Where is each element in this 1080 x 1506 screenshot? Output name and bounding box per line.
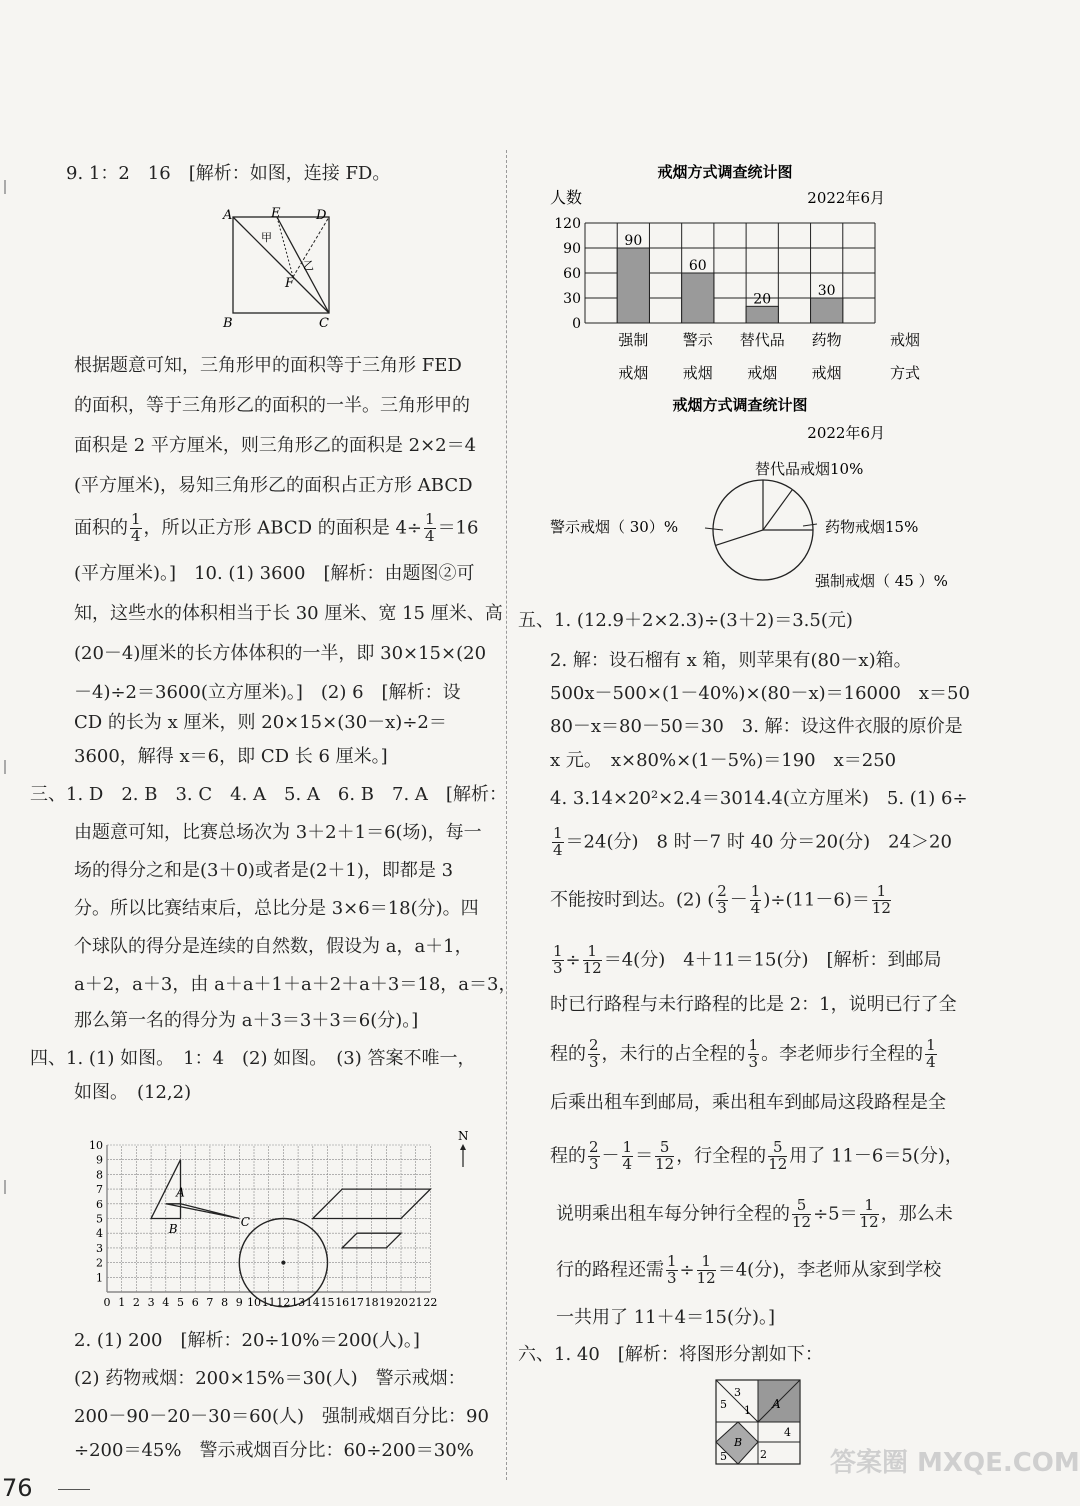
text-line-with-fraction: 行的路程还需 $\frac{1}{3}$ ÷ $\frac{1}{12}$ ＝4(分)，李老师从家到学校 [556, 1252, 942, 1287]
text-line: 那么第一名的得分为 a＋3＝3＋3＝6(分)。] [74, 1010, 419, 1031]
grid-x-tick: 12 [276, 1296, 291, 1309]
grid-y-tick: 10 [89, 1139, 103, 1152]
text-line: (2) 药物戒烟：200×15%＝30(人) 警示戒烟： [74, 1368, 466, 1389]
label-jia: 甲 [261, 231, 272, 244]
pie-slice-boundary [715, 530, 763, 545]
margin-mark [4, 1180, 12, 1194]
text-line: 500x－500×(1－40%)×(80－x)＝16000 x＝50 [550, 683, 970, 704]
label-d: D [316, 208, 327, 223]
bar-category-label: 戒烟 [618, 364, 649, 382]
text-line: 时已行路程与未行路程的比是 2：1，说明已行了全 [550, 994, 957, 1015]
q10-line: (平方厘米)。] 10. (1) 3600 [解析：由题图②可 [74, 563, 475, 584]
text-line: a＋2，a＋3，由 a＋a＋1＋a＋2＋a＋3＝18，a＝3， [74, 974, 517, 995]
bar-chart-y-ticks [554, 216, 581, 332]
bar-category-label: 强制 [618, 331, 649, 349]
grid-x-tick: 13 [291, 1296, 306, 1309]
square-figure [215, 203, 340, 331]
label-yi: 乙 [303, 259, 314, 272]
column-divider [506, 150, 507, 1480]
bar [682, 273, 714, 323]
text-line: －4)÷2＝3600(立方厘米)。] (2) 6 [解析：设 [74, 682, 461, 703]
watermark: 答案圈 MXQE.COM [830, 1448, 1080, 1478]
pie-label-forced: 强制戒烟（ 45 ）% [815, 572, 948, 590]
label-b: B [223, 316, 233, 331]
bar-chart-title: 戒烟方式调查统计图 [657, 163, 793, 181]
split-figure [714, 1378, 802, 1468]
text-line: 2. 解：设石榴有 x 箱，则苹果有(80－x)箱。 [550, 650, 912, 671]
fig-label: 4 [784, 1426, 791, 1439]
bar-value-label: 20 [753, 291, 772, 308]
fig-label: 5 [720, 1398, 727, 1411]
text-line: 面积是 2 平方厘米，则三角形乙的面积是 2×2＝4 [74, 435, 477, 456]
grid-x-tick: 9 [235, 1296, 243, 1309]
margin-mark [4, 180, 12, 194]
text-line: CD 的长为 x 厘米，则 20×15×(30－x)÷2＝ [74, 712, 447, 733]
q9-line: 9. 1：2 16 [解析：如图，连接 FD。 [66, 163, 391, 184]
pie-chart-title: 戒烟方式调查统计图 [672, 396, 808, 414]
bar-chart [515, 155, 985, 395]
text-line: 个球队的得分是连续的自然数，假设为 a，a＋1， [74, 936, 473, 957]
grid-label-c: C [240, 1214, 250, 1229]
grid-x-tick: 17 [349, 1296, 364, 1309]
grid-x-tick: 15 [320, 1296, 335, 1309]
pie-leader-medicine [803, 524, 817, 526]
grid-x-tick: 18 [364, 1296, 379, 1309]
bar [746, 306, 778, 323]
text-line: (20－4)厘米的长方体体积的一半，即 30×15×(20 [74, 643, 487, 664]
grid-x-tick: 3 [147, 1296, 155, 1309]
text-line-with-fraction: $\frac{1}{4}$ ＝24(分) 8 时－7 时 40 分＝20(分) 24＞20 [553, 824, 952, 859]
section-5-line: 五、1. (12.9＋2×2.3)÷(3＋2)＝3.5(元) [518, 610, 853, 631]
label-a: A [223, 208, 233, 223]
grid-x-tick: 2 [132, 1296, 140, 1309]
text-line: 80－x＝80－50＝30 3. 解：设这件衣服的原价是 [550, 716, 963, 737]
section-6-line: 六、1. 40 [解析：将图形分割如下： [518, 1344, 823, 1365]
grid-label-b: B [168, 1222, 178, 1237]
text-line-with-fraction: 程的 $\frac{2}{3}$ ，未行的占全程的 $\frac{1}{3}$ 。李老师步行全程的 $\frac{1}{4}$ [550, 1036, 936, 1071]
section-3-line: 三、1. D 2. B 3. C 4. A 5. A 6. B 7. A [解析： [30, 784, 507, 805]
grid-x-tick: 16 [335, 1296, 350, 1309]
text-line-with-fraction: 不能按时到达。(2) ( $\frac{2}{3}$ － $\frac{1}{4}$ )÷(11－6)＝ $\frac{1}{12}$ [550, 882, 891, 917]
bar-category-label: 替代品 [739, 331, 785, 349]
bar-chart-bars [617, 233, 843, 323]
margin-mark [4, 760, 12, 774]
text-line: 4. 3.14×20²×2.4＝3014.4(立方厘米) 5. (1) 6÷ [550, 788, 968, 809]
label-e: E [271, 206, 281, 221]
bar-chart-date: 2022年6月 [807, 189, 885, 207]
bar [811, 298, 843, 323]
north-arrowhead-icon [460, 1144, 466, 1150]
pie-chart-slices [713, 480, 813, 580]
grid-y-tick: 9 [96, 1153, 103, 1167]
pie-leader-warning [705, 528, 723, 530]
text-line: 知，这些水的体积相当于长 30 厘米、宽 15 厘米、高 [74, 603, 503, 624]
page-number: 76 [2, 1474, 33, 1502]
grid-x-tick: 5 [177, 1296, 184, 1309]
pie-chart-date: 2022年6月 [807, 424, 885, 442]
fig-label: B [734, 1436, 743, 1449]
bar-category-label: 戒烟 [811, 364, 842, 382]
bar-category-label: 警示 [682, 331, 713, 349]
bar-chart-x-labels [618, 331, 920, 382]
line-ef [277, 217, 293, 277]
grid-x-tick: 14 [305, 1296, 320, 1309]
grid-y-tick: 1 [96, 1271, 103, 1285]
grid-y-tick: 7 [96, 1183, 103, 1197]
text-line-with-fraction: 面积的 $\frac{1}{4}$ ，所以正方形 ABCD 的面积是 4÷ $\frac{1}{4}$ ＝16 [74, 510, 479, 545]
triangle-rotated [166, 1204, 240, 1219]
pie-label-substitute: 替代品戒烟10% [755, 460, 864, 478]
label-c: C [319, 316, 329, 331]
grid-y-tick: 2 [96, 1256, 103, 1270]
grid-x-tick: 8 [221, 1296, 229, 1309]
text-line: (平方厘米)，易知三角形乙的面积占正方形 ABCD [74, 475, 473, 496]
north-label: N [458, 1129, 469, 1143]
label-f: F [285, 276, 295, 291]
bar-category-label: 戒烟 [747, 364, 778, 382]
fig-label: 1 [744, 1404, 751, 1417]
bar-category-label: 药物 [811, 331, 842, 349]
bar-y-tick: 30 [563, 291, 581, 307]
bar-value-label: 60 [688, 258, 707, 274]
grid-x-tick: 20 [394, 1296, 408, 1309]
grid-label-a: A [176, 1185, 185, 1200]
grid-x-tick: 19 [379, 1296, 394, 1309]
grid-x-tick: 1 [118, 1296, 126, 1309]
bar-value-label: 90 [624, 233, 643, 249]
text-line: 200－90－20－30＝60(人) 强制戒烟百分比：90 [74, 1406, 489, 1427]
text-line-with-fraction: $\frac{1}{3}$ ÷ $\frac{1}{12}$ ＝4(分) 4＋11＝15(分) [解析：到邮局 [553, 942, 942, 977]
bar-axis-label: 戒烟 [889, 331, 921, 349]
bar-category-label: 戒烟 [682, 364, 713, 382]
fig-label: 5 [720, 1450, 727, 1463]
coordinate-grid-figure [85, 1122, 485, 1312]
text-line: 的面积，等于三角形乙的面积的一半。三角形甲的 [74, 395, 470, 416]
grid-y-tick: 8 [96, 1168, 103, 1182]
text-line: 由题意可知，比赛总场次为 3＋2＋1＝6(场)，每一 [74, 822, 482, 843]
text-line: 如图。 (12,2) [74, 1082, 192, 1103]
text-line: x 元。 x×80%×(1－5%)＝190 x＝250 [550, 750, 897, 771]
text-line: 根据题意可知，三角形甲的面积等于三角形 FED [74, 355, 462, 376]
bar-y-tick: 60 [563, 266, 581, 282]
bar-chart-ylabel: 人数 [550, 188, 583, 207]
bar-y-tick: 0 [572, 316, 581, 332]
bar [617, 248, 649, 323]
fig-label: A [772, 1397, 781, 1411]
grid-x-tick: 4 [162, 1296, 170, 1309]
text-line: 2. (1) 200 [解析：20÷10%＝200(人)。] [74, 1330, 420, 1351]
text-line: 后乘出租车到邮局，乘出租车到邮局这段路程是全 [550, 1092, 946, 1113]
bar-y-tick: 120 [554, 216, 581, 232]
grid-y-tick: 3 [96, 1241, 103, 1255]
page-number-rule [58, 1489, 90, 1490]
text-line: 分。所以比赛结束后，总比分是 3×6＝18(分)。四 [74, 898, 479, 919]
grid-x-tick: 21 [408, 1296, 423, 1309]
text-line: 场的得分之和是(3＋0)或者是(2＋1)，即都是 3 [74, 860, 454, 881]
pie-slice-boundary [763, 490, 792, 530]
text-line: ÷200＝45% 警示戒烟百分比：60÷200＝30% [74, 1440, 474, 1461]
fig-label: 3 [734, 1386, 741, 1399]
pie-label-medicine: 药物戒烟15% [825, 518, 919, 536]
grid-x-tick: 6 [191, 1296, 199, 1309]
diagonal-ac [233, 217, 329, 313]
bar-value-label: 30 [817, 283, 836, 299]
section-4-line: 四、1. (1) 如图。 1：4 (2) 如图。 (3) 答案不唯一， [30, 1048, 476, 1069]
grid-x-tick: 22 [423, 1296, 438, 1309]
text-line: 一共用了 11＋4＝15(分)。] [556, 1307, 776, 1328]
text-line-with-fraction: 说明乘出租车每分钟行全程的 $\frac{5}{12}$ ÷5＝ $\frac{1}{12}$ ，那么未 [556, 1196, 953, 1231]
bar-axis-label: 方式 [889, 364, 921, 382]
grid-x-tick: 7 [206, 1296, 214, 1309]
grid-x-tick: 10 [247, 1296, 261, 1309]
grid-x-tick: 0 [103, 1296, 111, 1309]
circle-center [281, 1261, 285, 1265]
pie-label-warning: 警示戒烟（ 30）% [550, 518, 679, 536]
grid-y-tick: 5 [96, 1212, 103, 1226]
grid-x-tick: 11 [261, 1296, 276, 1309]
grid-y-tick: 4 [96, 1227, 103, 1241]
text-line-with-fraction: 程的 $\frac{2}{3}$ － $\frac{1}{4}$ ＝ $\frac{5}{12}$ ，行全程的 $\frac{5}{12}$ 用了 11－6＝5(分)， [550, 1138, 963, 1173]
text-line: 3600，解得 x＝6，即 CD 长 6 厘米。] [74, 746, 388, 767]
grid-y-tick: 6 [96, 1197, 103, 1211]
fig-label: 2 [760, 1448, 767, 1461]
pie-chart [515, 390, 985, 595]
bar-y-tick: 90 [563, 241, 581, 257]
